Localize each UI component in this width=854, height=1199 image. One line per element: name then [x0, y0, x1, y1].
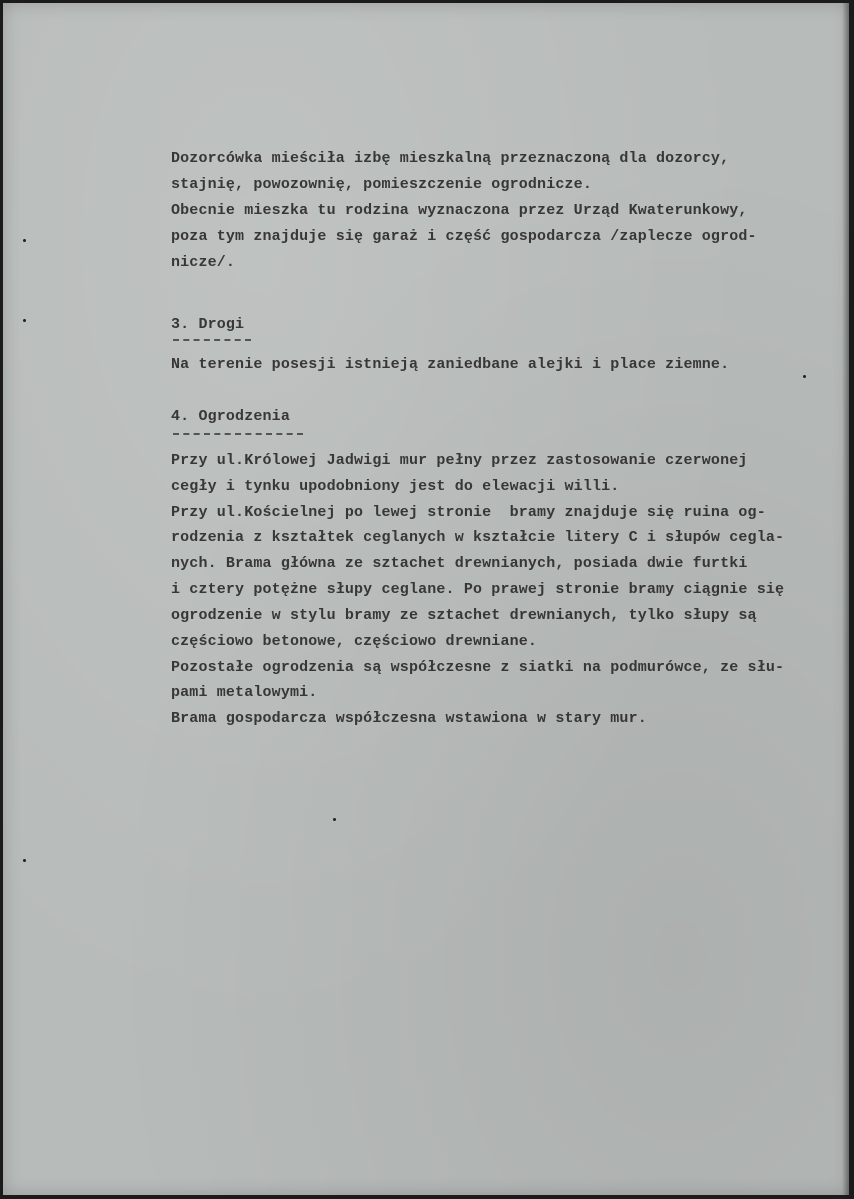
text-line: częściowo betonowe, częściowo drewniane. — [171, 633, 538, 650]
text-line: stajnię, powozownię, pomieszczenie ogrodnicze. — [171, 176, 592, 193]
text-line: i cztery potężne słupy ceglane. Po prawej stronie bramy ciągnie się — [171, 581, 785, 598]
paper-speck — [803, 375, 806, 378]
text-line: nicze/. — [171, 254, 236, 271]
paper-speck — [333, 818, 336, 821]
text-line: nych. Brama główna ze sztachet drewnianych, posiada dwie furtki — [171, 555, 748, 572]
paper-speck — [23, 319, 26, 322]
text-line: Brama gospodarcza współczesna wstawiona w stary mur. — [171, 710, 647, 727]
text-line: cegły i tynku upodobniony jest do elewacji willi. — [171, 478, 620, 495]
paper-speck — [23, 859, 26, 862]
text-line: Przy ul.Królowej Jadwigi mur pełny przez zastosowanie czerwonej — [171, 452, 748, 469]
page-edge-shadow — [842, 3, 849, 1195]
heading-underline — [173, 339, 251, 341]
text-line: rodzenia z kształtek ceglanych w kształcie litery C i słupów cegla- — [171, 529, 785, 546]
text-line: Obecnie mieszka tu rodzina wyznaczona przez Urząd Kwaterunkowy, — [171, 202, 748, 219]
document-page — [3, 3, 849, 1195]
text-line: ogrodzenie w stylu bramy ze sztachet drewnianych, tylko słupy są — [171, 607, 757, 624]
section-heading-ogrodzenia: 4. Ogrodzenia — [171, 408, 290, 425]
text-line: Pozostałe ogrodzenia są współczesne z siatki na podmurówce, ze słu- — [171, 659, 785, 676]
text-line: poza tym znajduje się garaż i część gospodarcza /zaplecze ogrod- — [171, 228, 757, 245]
paper-speck — [23, 239, 26, 242]
text-line: pami metalowymi. — [171, 684, 318, 701]
text-line: Dozorcówka mieściła izbę mieszkalną przeznaczoną dla dozorcy, — [171, 150, 730, 167]
section-heading-drogi: 3. Drogi — [171, 316, 245, 333]
text-line: Na terenie posesji istnieją zaniedbane alejki i place ziemne. — [171, 356, 730, 373]
text-line: Przy ul.Kościelnej po lewej stronie bramy znajduje się ruina og- — [171, 504, 766, 521]
heading-underline — [173, 433, 303, 435]
